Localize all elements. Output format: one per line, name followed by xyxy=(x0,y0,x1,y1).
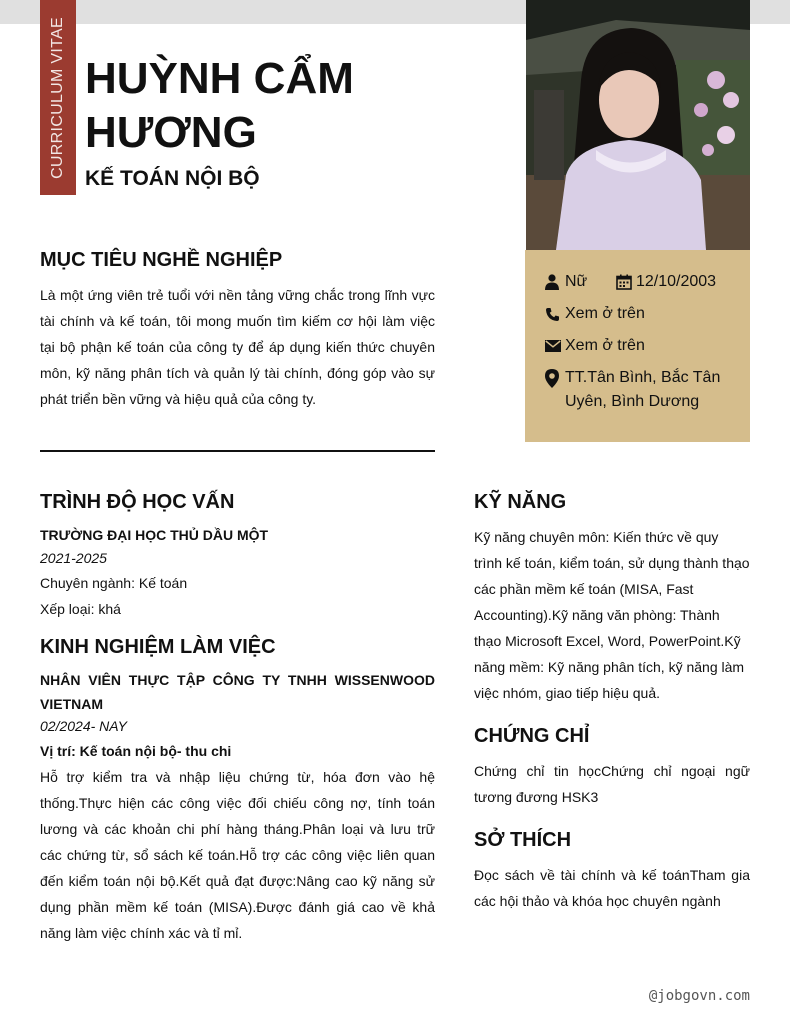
email-row xyxy=(545,334,645,358)
hobbies-title: SỞ THÍCH xyxy=(474,829,572,851)
certificates-title: CHỨNG CHỈ xyxy=(474,725,590,747)
person-icon xyxy=(545,270,565,294)
location-pin-icon xyxy=(545,366,565,390)
experience-company: NHÂN VIÊN THỰC TẬP CÔNG TY TNHH WISSENWOOD VIETNAM xyxy=(40,672,435,712)
gender-row xyxy=(545,270,587,294)
cv-vertical-tab xyxy=(40,0,76,195)
watermark: @jobgovn.com xyxy=(648,988,750,1004)
cv-label: CURRICULUM VITAE xyxy=(49,16,66,179)
objective-text: Là một ứng viên trẻ tuổi với nền tảng vững chắc trong lĩnh vực tài chính và kế toán, tôi mong muốn tìm kiếm cơ hội làm việc tại bộ phận kế toán của công ty để áp dụng kiến thức chuyên môn, kỹ năng phân tích và quản lý tài chính, đóng góp vào sự phát triển bền vững và hiệu quả của công ty. xyxy=(40,287,435,407)
experience-description: Hỗ trợ kiểm tra và nhập liệu chứng từ, hóa đơn vào hệ thống.Thực hiện các công việc đối chiếu công nợ, tính toán lương và các khoản chi phí hàng tháng.Phân loại và lưu trữ các chứng từ, sổ sách kế toán.Hỗ trợ các công việc liên quan đến kiểm toán nội bộ.Kết quả đạt được:Nâng cao kỹ năng sử dụng phần mềm kế toán (MISA).Được đánh giá cao về khả năng làm việc chính xác và tỉ mỉ. xyxy=(40,769,435,941)
skills-title: KỸ NĂNG xyxy=(474,491,567,513)
profile-photo xyxy=(526,0,750,250)
skills-text: Kỹ năng chuyên môn: Kiến thức về quy trình kế toán, kiểm toán, sử dụng thành thạo các phần mềm kế toán (MISA, Fast Accounting).Kỹ năng văn phòng: Thành thạo Microsoft Excel, Word, PowerPoint.Kỹ năng mềm: Kỹ năng phân tích, kỹ năng làm việc nhóm, giao tiếp hiệu quả. xyxy=(474,529,750,701)
calendar-icon xyxy=(616,270,636,294)
mail-icon xyxy=(545,334,565,358)
contact-panel xyxy=(525,250,750,442)
certificates-text: Chứng chỉ tin họcChứng chỉ ngoại ngữ tương đương HSK3 xyxy=(474,763,750,805)
section-divider xyxy=(40,450,435,452)
address-row xyxy=(545,366,735,414)
education-school: TRƯỜNG ĐẠI HỌC THỦ DẦU MỘT xyxy=(40,527,269,543)
education-major: Chuyên ngành: Kế toán xyxy=(40,575,188,591)
education-title: TRÌNH ĐỘ HỌC VẤN xyxy=(40,491,235,513)
experience-title: KINH NGHIỆM LÀM VIỆC xyxy=(40,636,276,658)
birthdate-row xyxy=(616,270,716,294)
education-period: 2021-2025 xyxy=(40,550,107,566)
objective-title: MỤC TIÊU NGHỀ NGHIỆP xyxy=(40,249,283,271)
candidate-name: HUỲNH CẨM HƯƠNG xyxy=(85,54,354,157)
phone-row xyxy=(545,302,645,326)
experience-period: 02/2024- NAY xyxy=(40,718,127,734)
email-value: Xem ở trên xyxy=(565,337,645,354)
address-value: TT.Tân Bình, Bắc Tân Uyên, Bình Dương xyxy=(565,369,721,410)
education-rank: Xếp loại: khá xyxy=(40,601,121,617)
job-title: KẾ TOÁN NỘI BỘ xyxy=(85,167,260,190)
birthdate-value: 12/10/2003 xyxy=(636,273,717,290)
gender-value: Nữ xyxy=(565,273,588,290)
phone-value: Xem ở trên xyxy=(565,305,645,322)
experience-position: Vị trí: Kế toán nội bộ- thu chi xyxy=(40,743,232,759)
hobbies-text: Đọc sách về tài chính và kế toánTham gia các hội thảo và khóa học chuyên ngành xyxy=(474,867,750,909)
phone-icon xyxy=(545,302,565,326)
